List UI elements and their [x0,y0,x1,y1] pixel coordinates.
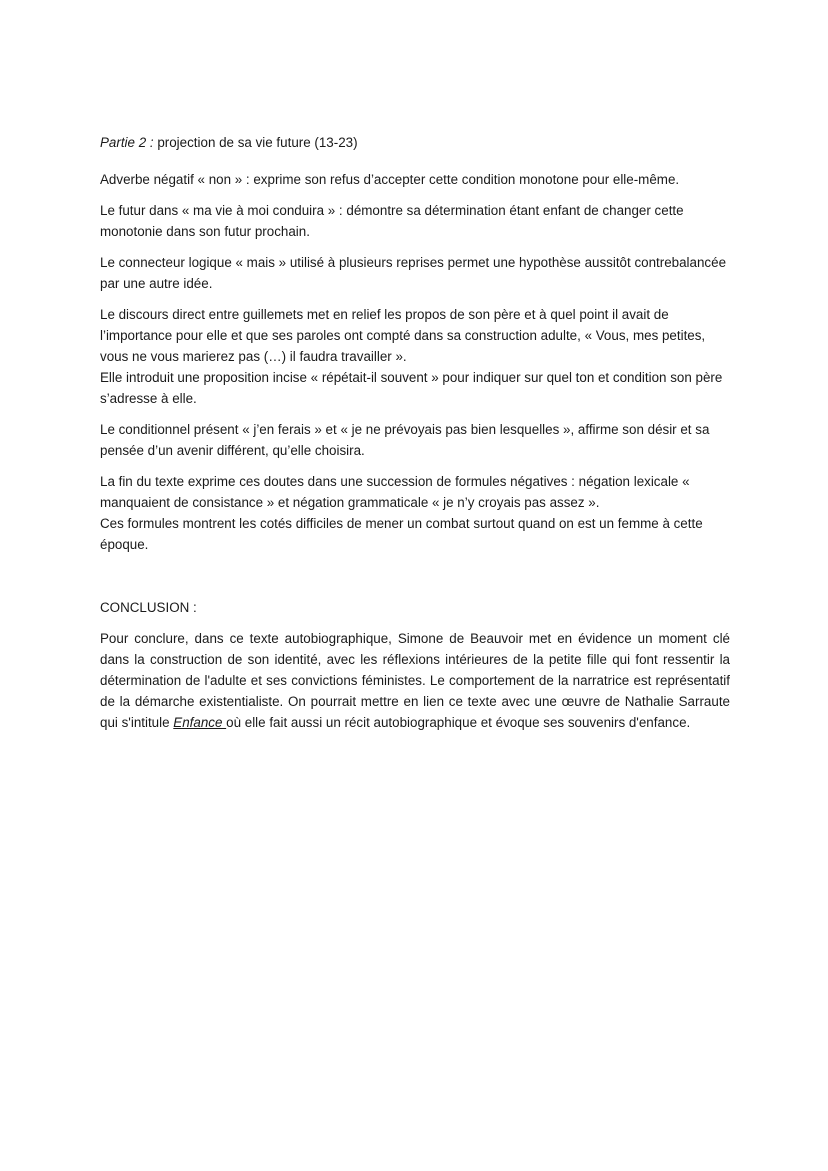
discours-line-2: Elle introduit une proposition incise « répétait-il souvent » pour indiquer sur quel ton et condition son père s’adresse à elle. [100,370,723,406]
conclusion-text-before: Pour conclure, dans ce texte autobiographique, Simone de Beauvoir met en évidence un moment clé dans la construction de son identité, avec les réflexions intérieures de la petite fille qui font ressentir la détermination de l'adulte et ses convictions féministes. Le comportement de la narratrice est représentatif de la démarche existentialiste. On pourrait mettre en lien ce texte avec une œuvre de Nathalie Sarraute qui s'intitule [100,631,730,730]
document-page [100,132,730,743]
paragraph-conditionnel: Le conditionnel présent « j’en ferais » et « je ne prévoyais pas bien lesquelles », affirme son désir et sa pensée d’un avenir différent, qu’elle choisira. [100,422,710,458]
conclusion-text-after: où elle fait aussi un récit autobiographique et évoque ses souvenirs d'enfance. [226,715,691,730]
paragraph-futur: Le futur dans « ma vie à moi conduira » : démontre sa détermination étant enfant de changer cette monotonie dans son futur prochain. [100,203,684,239]
conclusion-text [100,628,730,733]
conclusion-work-title: Enfance [173,715,227,730]
fin-line-2: Ces formules montrent les cotés difficiles de mener un combat surtout quand on est un femme à cette époque. [100,516,703,552]
fin-line-1: La fin du texte exprime ces doutes dans une succession de formules négatives : négation lexicale « manquaient de consistance » et négation grammaticale « je n’y croyais pas assez ». [100,474,690,510]
section-heading [100,132,730,153]
discours-line-1: Le discours direct entre guillemets met en relief les propos de son père et à quel point il avait de l’importance pour elle et que ses paroles ont compté dans sa construction adulte, « Vous, mes petites, vous ne vous marierez pas (…) il faudra travailler ». [100,307,706,364]
section-title: projection de sa vie future (13-23) [157,135,358,150]
paragraph-discours [100,304,730,409]
paragraph-fin [100,471,730,555]
paragraph-connecteur: Le connecteur logique « mais » utilisé à plusieurs reprises permet une hypothèse aussitôt contrebalancée par une autre idée. [100,255,727,291]
conclusion-title: CONCLUSION : [100,600,197,615]
section-label: Partie 2 : [100,135,154,150]
paragraph-adverbe: Adverbe négatif « non » : exprime son refus d’accepter cette condition monotone pour elle-même. [100,172,680,187]
